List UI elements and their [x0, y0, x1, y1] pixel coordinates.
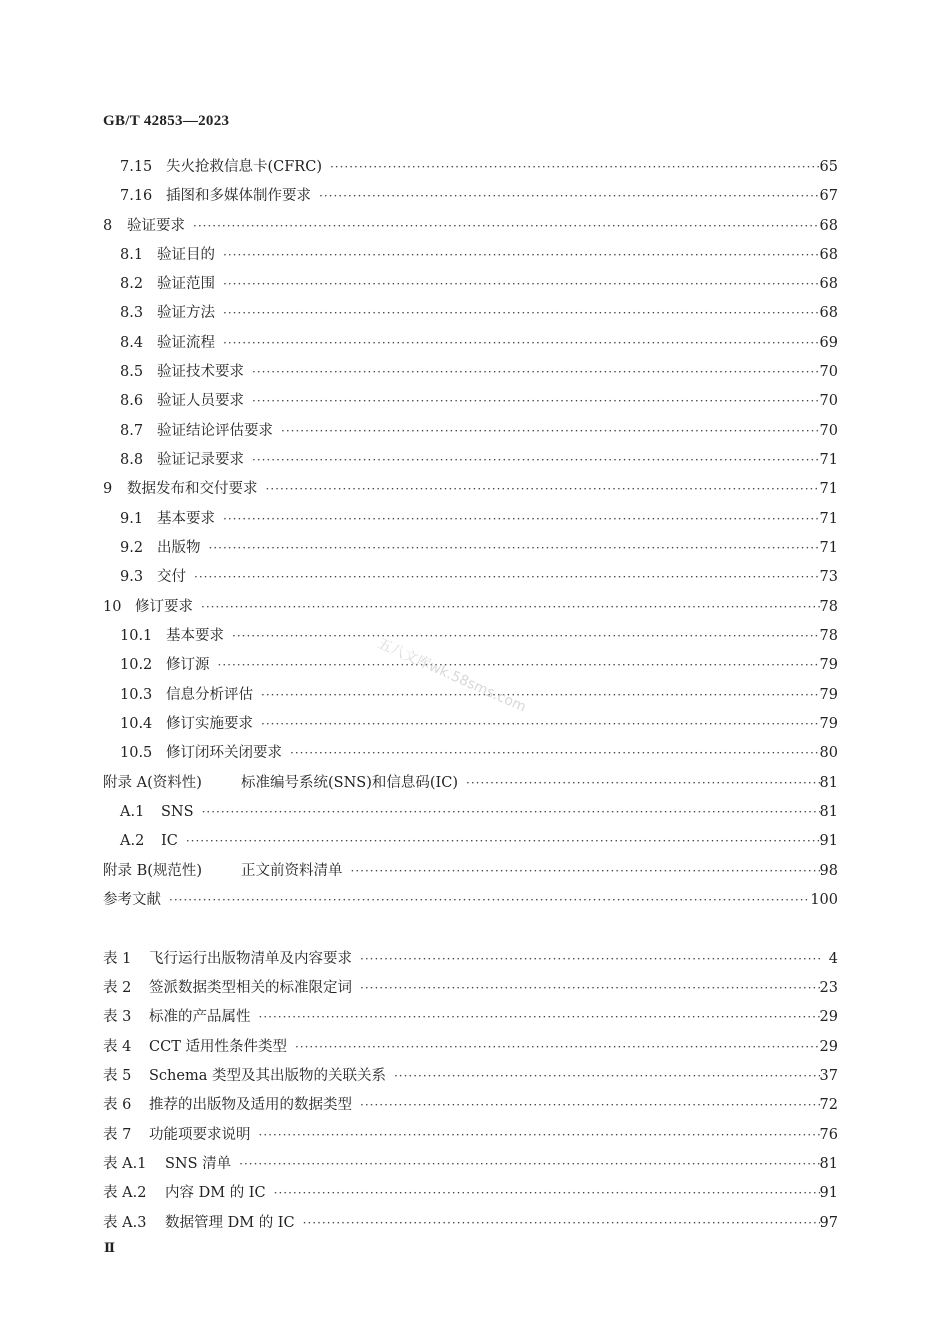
- toc-entry-8-6[interactable]: [120, 390, 838, 412]
- leader-dots: [299, 1212, 820, 1234]
- toc-entry-8-4[interactable]: [120, 332, 838, 354]
- toc-entry-title: 交付: [157, 569, 186, 585]
- toc-entry-title: 验证记录要求: [157, 452, 244, 468]
- leader-dots: [219, 332, 820, 354]
- leader-dots: [257, 684, 820, 706]
- leader-dots: [197, 596, 820, 618]
- leader-dots: [205, 537, 820, 559]
- toc-entry-number: 9.1: [120, 511, 144, 527]
- leader-dots: [257, 713, 820, 735]
- page-number: Ⅱ: [104, 1240, 115, 1255]
- leader-dots: [277, 420, 820, 442]
- toc-entry-number: 8.7: [120, 423, 144, 439]
- toc-entry-title: 验证要求: [127, 218, 185, 234]
- toc-entry-title: 参考文献: [103, 892, 161, 908]
- leader-dots: [214, 654, 820, 676]
- table-entry-page: 4: [828, 951, 838, 967]
- toc-entry-number: 8.3: [120, 305, 144, 321]
- toc-entry-10-5[interactable]: [120, 742, 838, 764]
- toc-entry-number: 10.2: [120, 657, 153, 673]
- toc-entry-number: 10.3: [120, 687, 153, 703]
- toc-entry-number: 10: [103, 599, 122, 615]
- leader-dots: [165, 889, 810, 911]
- toc-entry-9[interactable]: [103, 478, 838, 500]
- table-entry-page: 81: [819, 1156, 838, 1172]
- toc-entry-references[interactable]: [103, 889, 838, 911]
- watermark: 五八文库wk.58sms.com: [375, 635, 529, 716]
- toc-entry-page: 91: [819, 833, 838, 849]
- leader-dots: [219, 508, 820, 530]
- table-entry-page: 97: [819, 1215, 838, 1231]
- toc-entry-title: 修订源: [166, 657, 210, 673]
- toc-entry-page: 68: [819, 305, 838, 321]
- leader-dots: [182, 830, 820, 852]
- toc-entry-title: 修订要求: [135, 599, 193, 615]
- toc-entry-10-1[interactable]: [120, 625, 838, 647]
- toc-entry-page: 69: [819, 335, 838, 351]
- leader-dots: [356, 1094, 820, 1116]
- toc-entry-page: 98: [819, 863, 838, 879]
- toc-entry-8-5[interactable]: [120, 361, 838, 383]
- toc-entry-page: 71: [819, 540, 838, 556]
- leader-dots: [189, 215, 820, 237]
- leader-dots: [356, 977, 820, 999]
- toc-entry-7-15[interactable]: [120, 156, 838, 178]
- leader-dots: [286, 742, 820, 764]
- table-entry-title: 标准的产品属性: [149, 1009, 251, 1025]
- toc-entry-appendix-b[interactable]: [103, 860, 838, 882]
- toc-entry-page: 68: [819, 218, 838, 234]
- table-entry-page: 29: [819, 1009, 838, 1025]
- leader-dots: [219, 244, 820, 266]
- table-entry-title: 数据管理 DM 的 IC: [165, 1215, 295, 1231]
- toc-entry-number: 9.2: [120, 540, 144, 556]
- toc-entry-number: 10.1: [120, 628, 153, 644]
- leader-dots: [291, 1036, 820, 1058]
- table-entry-7[interactable]: [103, 1124, 838, 1146]
- toc-entry-page: 80: [819, 745, 838, 761]
- table-entry-a-2[interactable]: [103, 1182, 838, 1204]
- toc-entry-title: IC: [161, 833, 178, 849]
- toc-entry-title: 标准编号系统(SNS)和信息码(IC): [241, 775, 459, 791]
- toc-entry-page: 81: [819, 804, 838, 820]
- table-entry-2[interactable]: [103, 977, 838, 999]
- toc-entry-title: 正文前资料清单: [241, 863, 343, 879]
- toc-entry-number: 10.5: [120, 745, 153, 761]
- table-entry-number: 表 4: [103, 1039, 132, 1055]
- toc-entry-appendix-a[interactable]: [103, 772, 838, 794]
- toc-entry-page: 71: [819, 481, 838, 497]
- table-entry-page: 37: [819, 1068, 838, 1084]
- toc-entry-number: 9.3: [120, 569, 144, 585]
- toc-entry-title: SNS: [161, 804, 194, 820]
- toc-entry-title: 出版物: [157, 540, 201, 556]
- toc-entry-title: 修订闭环关闭要求: [166, 745, 282, 761]
- table-entry-3[interactable]: [103, 1006, 838, 1028]
- table-entry-title: 飞行运行出版物清单及内容要求: [149, 951, 352, 967]
- leader-dots: [262, 478, 820, 500]
- leader-dots: [255, 1006, 820, 1028]
- toc-entry-8-2[interactable]: [120, 273, 838, 295]
- toc-entry-page: 65: [819, 159, 838, 175]
- toc-entry-title: 修订实施要求: [166, 716, 253, 732]
- leader-dots: [390, 1065, 820, 1087]
- table-entry-title: CCT 适用性条件类型: [149, 1039, 287, 1055]
- toc-entry-8[interactable]: [103, 215, 838, 237]
- leader-dots: [248, 361, 820, 383]
- toc-entry-page: 71: [819, 511, 838, 527]
- toc-entry-number: 附录 A(资料性): [103, 775, 202, 791]
- document-number: GB/T 42853—2023: [103, 113, 230, 129]
- toc-entry-number: 8.5: [120, 364, 144, 380]
- table-entry-title: 推荐的出版物及适用的数据类型: [149, 1097, 352, 1113]
- leader-dots: [462, 772, 820, 794]
- leader-dots: [219, 302, 820, 324]
- toc-entry-number: 8.6: [120, 393, 144, 409]
- toc-entry-number: A.1: [120, 804, 145, 820]
- toc-entry-8-8[interactable]: [120, 449, 838, 471]
- toc-entry-page: 67: [819, 188, 838, 204]
- table-entry-page: 23: [819, 980, 838, 996]
- toc-entry-page: 68: [819, 247, 838, 263]
- table-entry-title: SNS 清单: [165, 1156, 232, 1172]
- toc-entry-title: 失火抢救信息卡(CFRC): [166, 159, 322, 175]
- table-entry-number: 表 A.3: [103, 1215, 147, 1231]
- leader-dots: [190, 566, 820, 588]
- toc-entry-title: 验证技术要求: [157, 364, 244, 380]
- toc-entry-title: 基本要求: [166, 628, 224, 644]
- leader-dots: [356, 948, 820, 970]
- table-entry-number: 表 6: [103, 1097, 132, 1113]
- table-entry-number: 表 5: [103, 1068, 132, 1084]
- toc-entry-a-2[interactable]: [120, 830, 838, 852]
- table-entry-title: Schema 类型及其出版物的关联关系: [149, 1068, 386, 1084]
- toc-entry-number: 8.8: [120, 452, 144, 468]
- table-entry-number: 表 A.2: [103, 1185, 147, 1201]
- toc-entry-page: 68: [819, 276, 838, 292]
- toc-entry-number: 7.16: [120, 188, 153, 204]
- toc-entry-9-2[interactable]: [120, 537, 838, 559]
- table-entry-title: 签派数据类型相关的标准限定词: [149, 980, 352, 996]
- table-entry-title: 功能项要求说明: [149, 1127, 251, 1143]
- table-entry-1[interactable]: [103, 948, 838, 970]
- toc-entry-title: 验证人员要求: [157, 393, 244, 409]
- toc-entry-number: 8: [103, 218, 113, 234]
- toc-entry-number: A.2: [120, 833, 145, 849]
- table-entry-number: 表 2: [103, 980, 132, 996]
- toc-entry-page: 71: [819, 452, 838, 468]
- leader-dots: [248, 390, 820, 412]
- table-entry-4[interactable]: [103, 1036, 838, 1058]
- toc-entry-page: 79: [819, 657, 838, 673]
- toc-entry-page: 81: [819, 775, 838, 791]
- toc-entry-number: 8.1: [120, 247, 144, 263]
- leader-dots: [326, 156, 820, 178]
- leader-dots: [198, 801, 820, 823]
- toc-entry-number: 8.4: [120, 335, 144, 351]
- toc-entry-number: 9: [103, 481, 113, 497]
- toc-entry-page: 79: [819, 716, 838, 732]
- toc-entry-number: 附录 B(规范性): [103, 863, 203, 879]
- toc-entry-10[interactable]: [103, 596, 838, 618]
- toc-entry-title: 验证流程: [157, 335, 215, 351]
- table-entry-page: 91: [819, 1185, 838, 1201]
- leader-dots: [255, 1124, 820, 1146]
- table-entry-number: 表 1: [103, 951, 132, 967]
- leader-dots: [315, 185, 820, 207]
- table-entry-page: 76: [819, 1127, 838, 1143]
- toc-entry-page: 70: [819, 393, 838, 409]
- leader-dots: [347, 860, 820, 882]
- table-entry-number: 表 A.1: [103, 1156, 147, 1172]
- toc-entry-title: 验证范围: [157, 276, 215, 292]
- toc-entry-10-2[interactable]: [120, 654, 838, 676]
- table-entry-6[interactable]: [103, 1094, 838, 1116]
- table-entry-page: 29: [819, 1039, 838, 1055]
- toc-entry-page: 70: [819, 364, 838, 380]
- leader-dots: [219, 273, 820, 295]
- toc-entry-title: 验证结论评估要求: [157, 423, 273, 439]
- leader-dots: [248, 449, 820, 471]
- toc-entry-number: 8.2: [120, 276, 144, 292]
- toc-entry-page: 100: [810, 892, 838, 908]
- toc-entry-8-3[interactable]: [120, 302, 838, 324]
- toc-entry-page: 73: [819, 569, 838, 585]
- table-entry-a-1[interactable]: [103, 1153, 838, 1175]
- toc-entry-number: 7.15: [120, 159, 153, 175]
- table-entry-title: 内容 DM 的 IC: [165, 1185, 266, 1201]
- toc-entry-number: 10.4: [120, 716, 153, 732]
- table-entry-page: 72: [819, 1097, 838, 1113]
- toc-entry-8-1[interactable]: [120, 244, 838, 266]
- toc-entry-7-16[interactable]: [120, 185, 838, 207]
- leader-dots: [235, 1153, 819, 1175]
- table-entry-5[interactable]: [103, 1065, 838, 1087]
- toc-entry-10-4[interactable]: [120, 713, 838, 735]
- table-entry-number: 表 7: [103, 1127, 132, 1143]
- table-entry-number: 表 3: [103, 1009, 132, 1025]
- toc-entry-page: 78: [819, 628, 838, 644]
- toc-entry-9-3[interactable]: [120, 566, 838, 588]
- toc-entry-title: 数据发布和交付要求: [127, 481, 258, 497]
- toc-entry-9-1[interactable]: [120, 508, 838, 530]
- toc-entry-title: 信息分析评估: [166, 687, 253, 703]
- toc-entry-8-7[interactable]: [120, 420, 838, 442]
- toc-entry-title: 验证方法: [157, 305, 215, 321]
- leader-dots: [270, 1182, 820, 1204]
- toc-entry-title: 验证目的: [157, 247, 215, 263]
- toc-entry-page: 70: [819, 423, 838, 439]
- toc-entry-page: 78: [819, 599, 838, 615]
- toc-entry-a-1[interactable]: [120, 801, 838, 823]
- leader-dots: [228, 625, 820, 647]
- table-entry-a-3[interactable]: [103, 1212, 838, 1234]
- toc-entry-title: 插图和多媒体制作要求: [166, 188, 311, 204]
- toc-entry-title: 基本要求: [157, 511, 215, 527]
- toc-entry-page: 79: [819, 687, 838, 703]
